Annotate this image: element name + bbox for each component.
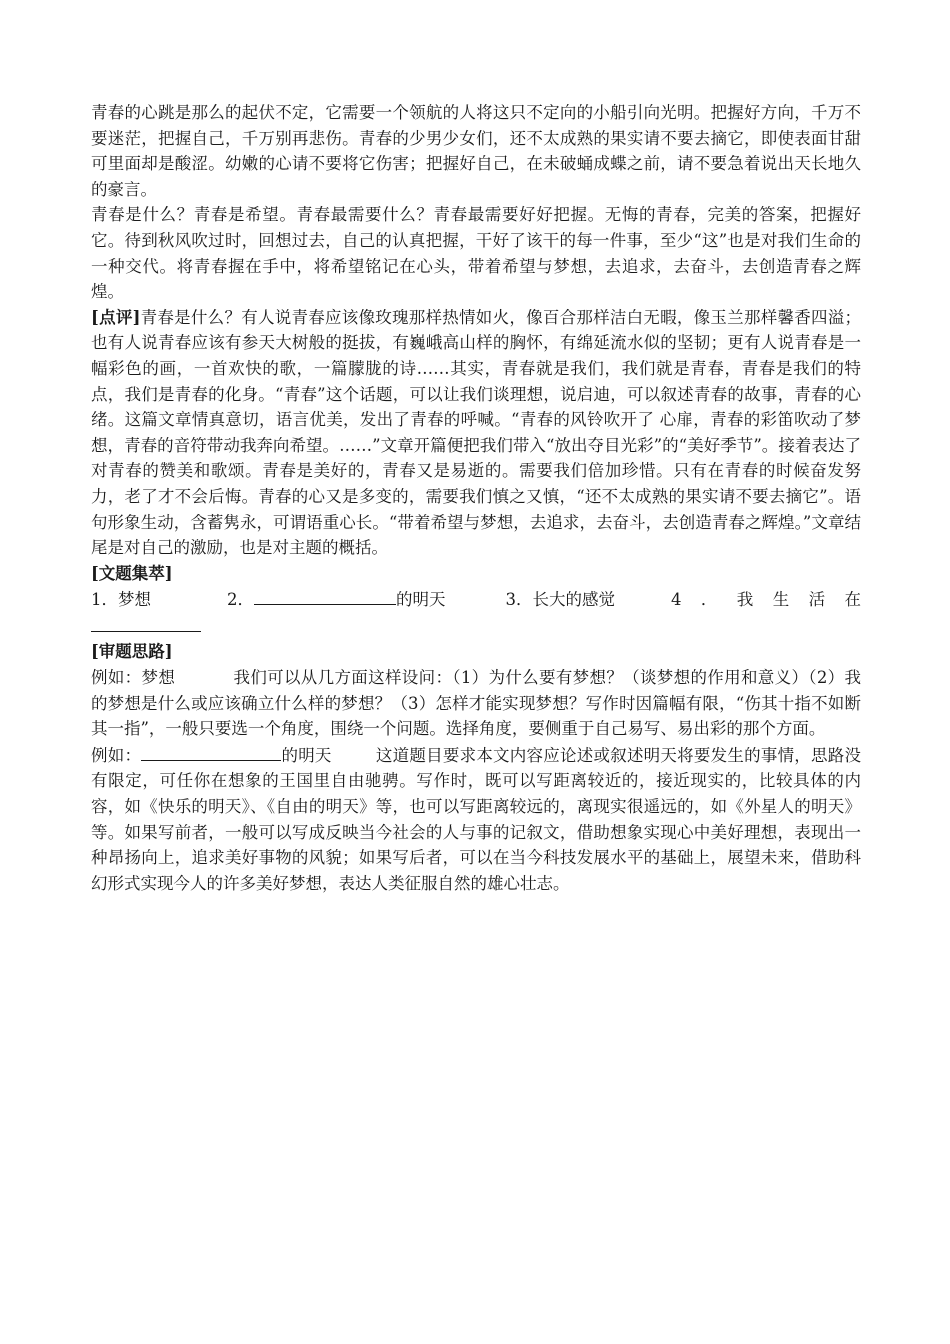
example-2-text: 这道题目要求本文内容应论述或叙述明天将要发生的事情，思路没有限定，可任你在想象的王国里自由驰骋。写作时，既可以写距离较近的，接近现实的，比较具体的内容，如《快乐的明天》、《自由的明天》等，也可以写距离较远的，离现实很遥远的，如《外星人的明天》等。如果写前者，一般可以写成反映当今社会的人与事的记叙文，借助想象实现心中美好理想，表现出一种昂扬向上，追求美好事物的风貌；如果写后者，可以在当今科技发展水平的基础上，展望未来，借助科幻形式实现今人的许多美好梦想，表达人类征服自然的雄心壮志。	[91, 745, 862, 893]
topic-4-blank	[91, 613, 201, 632]
analysis-heading: [审题思路]	[91, 642, 173, 662]
topic-2	[227, 586, 446, 613]
topic-2-suffix: 的明天	[396, 590, 446, 610]
example-2-blank	[141, 742, 281, 761]
analysis-example-1	[91, 665, 861, 742]
example-2-suffix: 的明天	[281, 745, 332, 765]
example-1-text: 我们可以从几方面这样设问：（1）为什么要有梦想？（谈梦想的作用和意义）（2）我的梦想是什么或应该确立什么样的梦想？（3）怎样才能实现梦想？写作时因篇幅有限，“伤其十指不如断其一指”，一般只要选一个角度，围绕一个问题。选择角度，要侧重于自己易写、易出彩的那个方面。	[91, 668, 862, 739]
example-1-label: 例如：梦想	[91, 668, 176, 688]
document-page	[91, 100, 861, 896]
essay-paragraph-1: 青春的心跳是那么的起伏不定，它需要一个领航的人将这只不定向的小船引向光明。把握好方向，千万不要迷茫，把握自己，千万别再悲伤。青春的少男少女们，还不太成熟的果实请不要去摘它，即使表面甘甜可里面却是酸涩。幼嫩的心请不要将它伤害；把握好自己，在未破蛹成蝶之前，请不要急着说出天长地久的豪言。	[91, 103, 861, 199]
analysis-example-2	[91, 742, 861, 897]
comment-label: [点评]	[91, 307, 141, 327]
topics-heading: [文题集萃]	[91, 563, 173, 583]
comment-text: 青春是什么？有人说青春应该像玫瑰那样热情如火，像百合那样洁白无暇，像玉兰那样馨香四溢；也有人说青春应该有参天大树般的挺拔，有巍峨高山样的胸怀，有绵延流水似的坚韧；更有人说青春是一幅彩色的画，一首欢快的歌，一篇朦胧的诗……其实，青春就是我们，我们就是青春，青春是我们的特点，我们是青春的化身。“青春”这个话题，可以让我们谈理想，说启迪，可以叙述青春的故事，青春的心绪。这篇文章情真意切，语言优美，发出了青春的呼喊。“青春的风铃吹开了 心扉，青春的彩笛吹动了梦想，青春的音符带动我奔向希望。……”文章开篇便把我们带入“放出夺目光彩”的“美好季节”。接着表达了对青春的赞美和歌颂。青春是美好的，青春又是易逝的。需要我们倍加珍惜。只有在青春的时候奋发努力，老了才不会后悔。青春的心又是多变的，需要我们慎之又慎，“还不太成熟的果实请不要去摘它”。语句形象生动，含蓄隽永，可谓语重心长。“带着希望与梦想，去追求，去奋斗，去创造青春之辉煌。”文章结尾是对自己的激励，也是对主题的概括。	[91, 307, 861, 558]
topic-1: 1．梦想	[91, 590, 151, 610]
topic-2-prefix: 2．	[227, 590, 254, 610]
topic-4-prefix: 4．我生活在	[671, 590, 861, 610]
essay-paragraph-2: 青春是什么？青春是希望。青春最需要什么？青春最需要好好把握。无悔的青春，完美的答案，把握好它。待到秋风吹过时，回想过去，自己的认真把握，干好了该干的每一件事，至少“这”也是对我们生命的一种交代。将青春握在手中，将希望铭记在心头，带着希望与梦想，去追求，去奋斗，去创造青春之辉煌。	[91, 205, 861, 302]
example-2-prefix: 例如：	[91, 745, 142, 765]
topics-list	[91, 586, 861, 639]
topic-3: 3．长大的感觉	[505, 590, 615, 610]
topic-2-blank	[254, 586, 396, 605]
comment-paragraph	[91, 305, 861, 561]
